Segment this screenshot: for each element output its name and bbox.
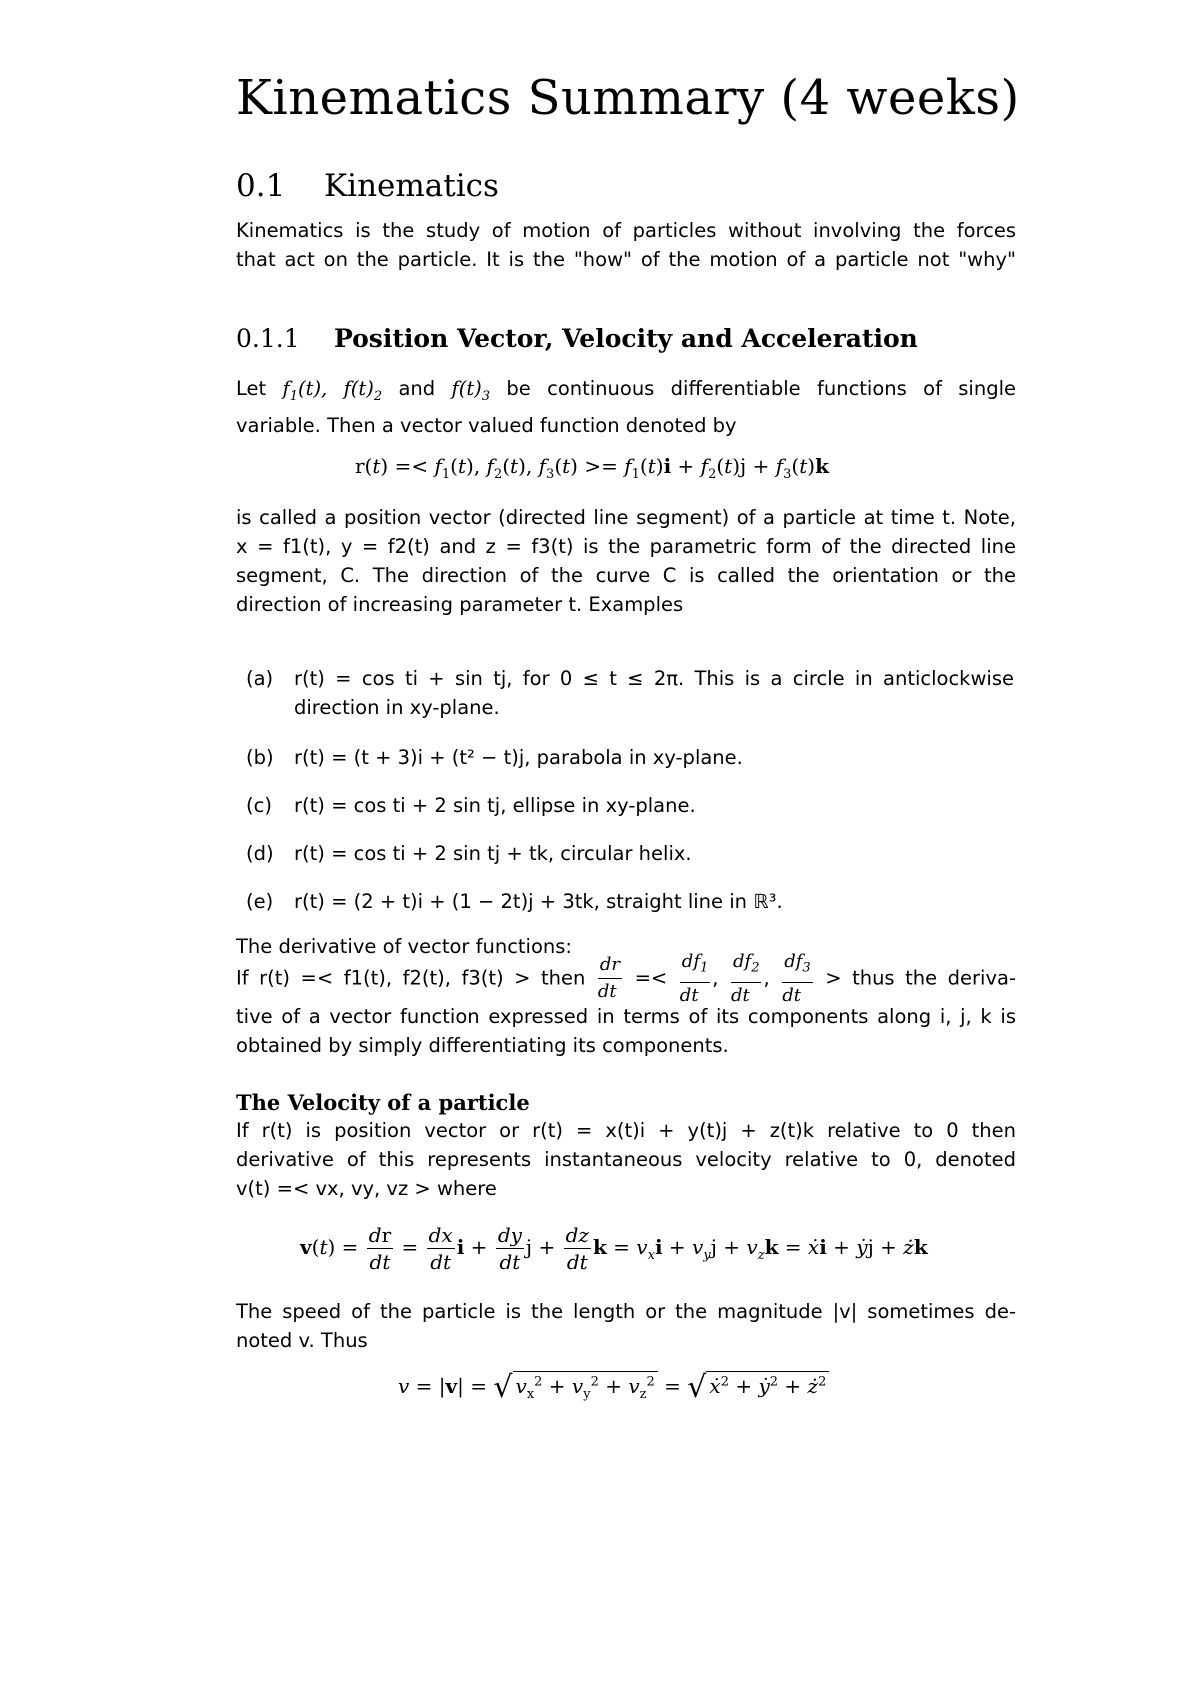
example-label: (e) — [246, 890, 274, 913]
paragraph-derivative-line-1: The derivative of vector functions: — [236, 935, 572, 958]
example-text: r(t) = cos ti + 2 sin tj + tk, circular helix. — [294, 842, 692, 865]
section-title: Kinematics — [324, 168, 499, 204]
example-item — [246, 743, 1016, 772]
paragraph-position-line-3: segment, C. The direction of the curve C is called the orientation or the — [236, 564, 1016, 587]
example-label: (a) — [246, 667, 274, 690]
example-item — [246, 664, 1016, 722]
paragraph-velocity-line-2: derivative of this represents instantaneous velocity relative to 0, denoted — [236, 1148, 1016, 1171]
example-text: r(t) = cos ti + 2 sin tj, ellipse in xy-plane. — [294, 794, 696, 817]
intro-line-1: Kinematics is the study of motion of particles without involving the forces — [236, 219, 1016, 242]
paragraph-functions-line-2: variable. Then a vector valued function denoted by — [236, 413, 737, 437]
paragraph-derivative-line-2: If r(t) =< f1(t), f2(t), f3(t) > then $\frac{dr}{dt}$ =< $\frac{df_1}{dt}$ , $\frac{df_2}{dt}$ , $\frac{df_3}{dt}$ > thus the deriva- — [236, 949, 1016, 1001]
example-text: r(t) = (2 + t)i + (1 − 2t)j + 3tk, straight line in ℝ³. — [294, 890, 783, 913]
equation-speed: v = |v| = √ $v_x^2 + v_y^2 + v_z^2$ = √ ẋ$^2$ + ẏ$^2$ + $ż^2$ — [398, 1370, 829, 1405]
example-label: (d) — [246, 842, 274, 865]
paragraph-derivative-line-4: obtained by simply differentiating its components. — [236, 1034, 729, 1057]
section-number: 0.1 — [236, 168, 286, 204]
subsection-title: Position Vector, Velocity and Acceleration — [334, 324, 918, 353]
fraction-dr-dt: $\frac{dr}{dt}$ — [597, 954, 621, 1003]
fraction-df3-dt: $\frac{df_3}{dt}$ — [782, 951, 811, 1006]
example-text: r(t) = (t + 3)i + (t² − t)j, parabola in xy-plane. — [294, 746, 743, 769]
example-label: (c) — [246, 794, 272, 817]
intro-line-2: that act on the particle. It is the "how" of the motion of a particle not "why" — [236, 248, 1016, 271]
paragraph-speed — [236, 1297, 1016, 1355]
example-text: r(t) = cos ti + sin tj, for 0 ≤ t ≤ 2π. This is a circle in anticlockwise direction in xy-plane. — [294, 667, 1014, 719]
paragraph-position-line-1: is called a position vector (directed line segment) of a particle at time t. Note, — [236, 506, 1016, 529]
example-label: (b) — [246, 746, 274, 769]
page-title: Kinematics Summary (4 weeks) — [236, 70, 1020, 126]
intro-paragraph — [236, 216, 1016, 274]
paragraph-derivative-line-3: tive of a vector function expressed in terms of its components along i, j, k is — [236, 1005, 1016, 1028]
paragraph-position-line-4: direction of increasing parameter t. Examples — [236, 593, 684, 616]
section-heading — [236, 168, 499, 204]
paragraph-functions — [236, 374, 1016, 440]
equation-velocity: v(t) = $\frac{dr}{dt}$ = $\frac{dx}{dt}$ i + $\frac{dy}{dt}$ j + $\frac{dz}{dt}$ $k = v_xi + v_yj + v_zk$ = ẋi + ẏj + żk — [300, 1223, 928, 1274]
paragraph-velocity-line-1: If r(t) is position vector or r(t) = x(t)i + y(t)j + z(t)k relative to 0 then — [236, 1119, 1016, 1142]
math-functions-list: $f_1(t)$, $f(t)_2$ — [282, 377, 383, 404]
fraction-df2-dt: $\frac{df_2}{dt}$ — [731, 951, 760, 1006]
paragraph-speed-line-2: noted v. Thus — [236, 1329, 368, 1352]
velocity-heading: The Velocity of a particle — [236, 1090, 530, 1115]
paragraph-position-line-2: x = f1(t), y = f2(t) and z = f3(t) is the parametric form of the directed line — [236, 535, 1016, 558]
example-item — [246, 791, 1016, 820]
paragraph-speed-line-1: The speed of the particle is the length or the magnitude |v| sometimes de- — [236, 1300, 1016, 1323]
paragraph-position-vector — [236, 503, 1016, 619]
paragraph-functions-line-1: Let $f_1(t)$, $f(t)_2$ and $f(t)_3$ be continuous differentiable functions of single — [236, 377, 1016, 404]
paragraph-velocity-line-3: v(t) =< vx, vy, vz > where — [236, 1177, 497, 1200]
example-item — [246, 887, 1016, 916]
subsection-number: 0.1.1 — [236, 324, 300, 353]
paragraph-velocity — [236, 1116, 1016, 1203]
paragraph-derivative-formula — [236, 949, 1016, 1006]
equation-position-vector: $r(t) =< f_1(t)$, $f_2(t)$, $f_3(t) >= f_1(t)i + f_2(t)j + f_3(t)k$ — [355, 454, 829, 482]
example-item — [246, 839, 1016, 868]
paragraph-derivative-rest — [236, 1002, 1016, 1060]
fraction-df1-dt: $\frac{df_1}{dt}$ — [679, 951, 709, 1006]
subsection-heading — [236, 324, 918, 353]
